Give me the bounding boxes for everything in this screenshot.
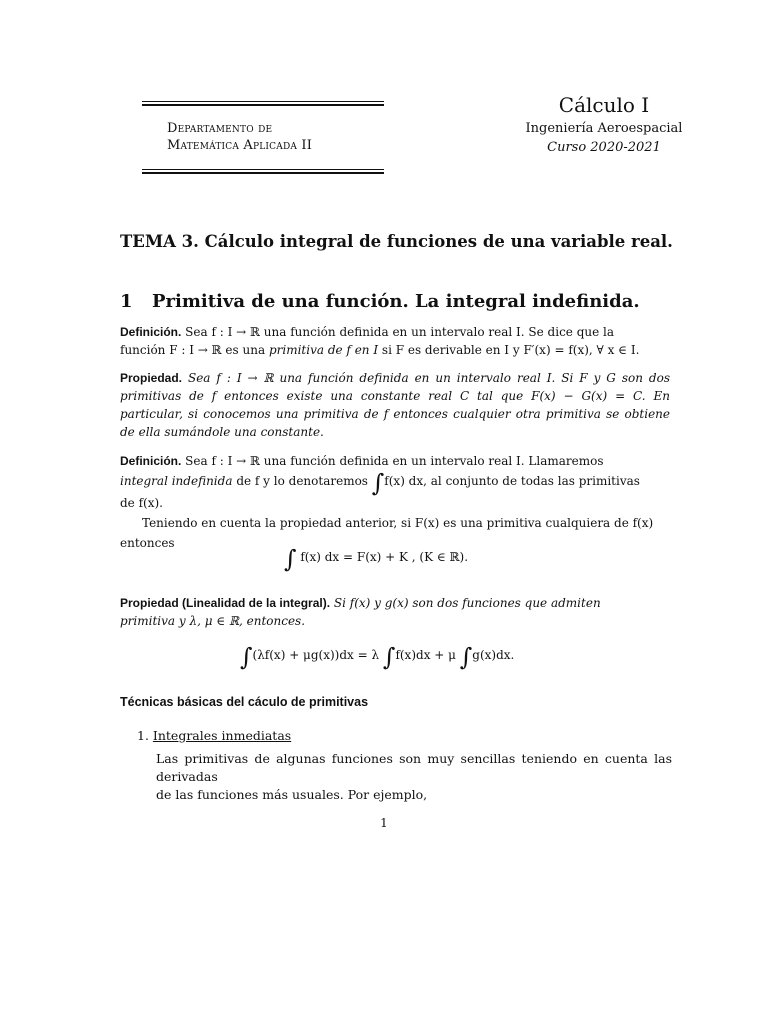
definition-1-line-1: Sea f : I → ℝ una función definida en un intervalo real I. Se dice que la xyxy=(185,325,615,339)
definition-2 xyxy=(120,451,670,553)
definition-1-line-2b: si F es derivable en I y F′(x) = f(x), ∀ x ∈ I. xyxy=(381,343,640,357)
header-top-rule xyxy=(142,101,384,108)
equation-linearity-part-2: f(x)dx + μ xyxy=(395,648,456,662)
property-2-label: Propiedad (Linealidad de la integral). xyxy=(120,596,331,610)
definition-1-label: Definición. xyxy=(120,325,182,339)
course-subtitle: Ingeniería Aeroespacial xyxy=(525,121,683,136)
equation-linearity-part-3: g(x)dx. xyxy=(472,648,515,662)
equation-linearity-part-1: (λf(x) + μg(x))dx = λ xyxy=(252,648,380,662)
definition-1-line-2a: función F : I → ℝ es una xyxy=(120,343,266,357)
definition-2-line-2a: de f y lo denotaremos xyxy=(236,474,368,488)
section-number: 1 xyxy=(120,291,133,312)
header-bottom-rule xyxy=(142,169,384,176)
list-item-label: Integrales inmediatas xyxy=(152,728,292,743)
definition-2-line-3: de f(x). xyxy=(120,496,163,510)
department-line-2: Matemática Aplicada II xyxy=(167,138,313,153)
definition-1 xyxy=(120,323,670,359)
equation-indefinite-integral xyxy=(284,545,468,573)
definition-2-line-5: entonces xyxy=(120,536,175,550)
definition-1-emphasis: primitiva de f en I xyxy=(268,343,379,357)
department-line-1: Departamento de xyxy=(167,121,273,136)
integral-sign: ∫ xyxy=(459,643,473,671)
list-item-body xyxy=(156,750,672,804)
definition-2-integrand: f(x) dx xyxy=(384,474,424,488)
tema-title: TEMA 3. Cálculo integral de funciones de una variable real. xyxy=(120,232,673,251)
equation-linearity xyxy=(240,643,514,671)
list-item-integrales-inmediatas xyxy=(137,728,291,743)
definition-2-line-4: Teniendo en cuenta la propiedad anterior, si F(x) es una primitiva cualquiera de f(x) xyxy=(142,516,654,530)
property-1-text: Sea f : I → ℝ una función definida en un intervalo real I. Si F y G son dos primitivas de f entonces existe una constante real C tal que F(x) − G(x) = C. En particular, si conocemos una primitiva de f entonces cualquier otra primitiva se obtiene de ella sumándole una constante. xyxy=(120,371,670,439)
integral-sign: ∫ xyxy=(382,643,396,671)
section-heading xyxy=(120,291,640,312)
list-item-line-2: de las funciones más usuales. Por ejemplo, xyxy=(156,787,428,802)
course-title: Cálculo I xyxy=(558,93,650,117)
list-item-line-1: Las primitivas de algunas funciones son muy sencillas teniendo en cuenta las derivadas xyxy=(156,751,672,784)
property-1-label: Propiedad. xyxy=(120,371,183,385)
integral-sign: ∫ xyxy=(284,545,297,573)
page-number: 1 xyxy=(380,816,388,830)
department-name xyxy=(167,120,312,154)
section-title: Primitiva de una función. La integral indefinida. xyxy=(152,291,640,312)
definition-2-emphasis: integral indefinida xyxy=(120,474,233,488)
property-2-line-1: Si f(x) y g(x) son dos funciones que admiten xyxy=(333,596,601,610)
course-year: Curso 2020-2021 xyxy=(547,140,661,155)
definition-2-line-1: Sea f : I → ℝ una función definida en un intervalo real I. Llamaremos xyxy=(185,454,604,468)
integral-sign: ∫ xyxy=(240,643,253,671)
property-2-line-2: primitiva y λ, μ ∈ ℝ, entonces. xyxy=(120,614,306,628)
property-2 xyxy=(120,594,670,630)
techniques-heading: Técnicas básicas del cáculo de primitivas xyxy=(120,695,369,709)
definition-2-label: Definición. xyxy=(120,454,182,468)
list-item-number: 1. xyxy=(137,728,149,743)
integral-sign: ∫ xyxy=(371,469,385,497)
definition-2-line-2b: , al conjunto de todas las primitivas xyxy=(423,474,640,488)
property-1 xyxy=(120,369,670,441)
equation-indefinite-integral-text: f(x) dx = F(x) + K , (K ∈ ℝ). xyxy=(300,550,469,564)
